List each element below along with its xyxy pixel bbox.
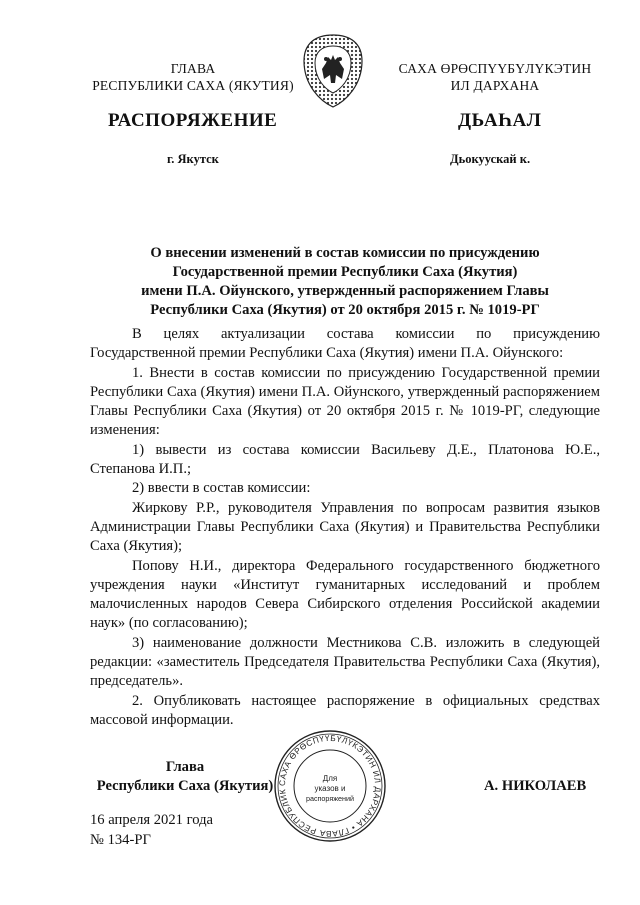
- paragraph: В целях актуализации состава комиссии по присуждению Государственной премии Республики Саха (Якутия) имени П.А. Ойунского:: [90, 326, 600, 362]
- paragraph: Попову Н.И., директора Федерального государственного бюджетного учреждения науки «Институт гуманитарных исследований и проблем малочисленных народов Севера Сибирского отделения Российской академии наук» (по согласованию);: [90, 557, 600, 632]
- stamp-ring-text: САХА ӨРӨСПҮҮБҮЛҮКЭТИН ИЛ ДАРХАНА • ГЛАВА РЕСПУБЛИК: [277, 733, 383, 839]
- title-line: Государственной премии Республики Саха (Якутия): [172, 264, 518, 280]
- doc-type-right: ДЬАҺАЛ: [458, 110, 542, 131]
- document-body: [90, 325, 600, 730]
- header-right: [380, 60, 610, 94]
- paragraph: 1) вывести из состава комиссии Васильеву Д.Е., Платонова Ю.Е., Степанова И.П.;: [90, 441, 600, 478]
- document-title: [90, 244, 600, 320]
- paragraph: 2) ввести в состав комиссии:: [132, 480, 311, 497]
- signatory-name: А. НИКОЛАЕВ: [484, 778, 587, 794]
- paragraph: 1. Внести в состав комиссии по присуждению Государственной премии Республики Саха (Якутия) имени П.А. Ойунского, утвержденный распоряжением Главы Республики Саха (Якутия) от 20 октября 2015 г. № 1019-РГ, следующие изменения:: [90, 364, 600, 439]
- document-number: № 134-РГ: [90, 832, 151, 848]
- stamp-center-line1: Для: [322, 774, 338, 783]
- document-footer: [90, 810, 213, 850]
- signature-title: [90, 758, 280, 796]
- city-left: г. Якутск: [167, 152, 219, 166]
- coat-of-arms-emblem: [302, 33, 364, 109]
- official-stamp: [272, 728, 388, 844]
- header-left-line2: РЕСПУБЛИКИ САХА (ЯКУТИЯ): [92, 78, 294, 93]
- stamp-center-line2: указов и: [314, 784, 346, 793]
- header-left-line1: ГЛАВА: [170, 61, 216, 76]
- header-right-line2: ИЛ ДАРХАНА: [450, 78, 540, 93]
- paragraph: Жиркову Р.Р., руководителя Управления по вопросам развития языков Администрации Главы Республики Саха (Якутия) и Правительства Республики Саха (Якутия);: [90, 499, 600, 555]
- city-right: Дьокуускай к.: [450, 152, 531, 166]
- signature-title-line1: Глава: [165, 759, 205, 775]
- title-line: Республики Саха (Якутия) от 20 октября 2015 г. № 1019-РГ: [150, 302, 540, 318]
- document-date: 16 апреля 2021 года: [90, 812, 213, 828]
- paragraph: 2. Опубликовать настоящее распоряжение в официальных средствах массовой информации.: [90, 692, 600, 728]
- signature-title-line2: Республики Саха (Якутия): [96, 778, 274, 794]
- title-line: О внесении изменений в состав комиссии по присуждению: [150, 245, 540, 261]
- paragraph: 3) наименование должности Местникова С.В. изложить в следующей редакции: «заместитель Председателя Правительства Республики Саха (Якутия), председатель».: [90, 634, 600, 690]
- doc-type-left: РАСПОРЯЖЕНИЕ: [108, 110, 278, 131]
- title-line: имени П.А. Ойунского, утвержденный распоряжением Главы: [141, 283, 549, 299]
- coat-of-arms-icon: [302, 33, 364, 109]
- header-left: [84, 60, 302, 94]
- header-right-line1: САХА ӨРӨСПҮҮБҮЛҮКЭТИН: [398, 61, 592, 76]
- stamp-seal-icon: [272, 728, 388, 844]
- stamp-center-line3: распоряжений: [305, 794, 355, 803]
